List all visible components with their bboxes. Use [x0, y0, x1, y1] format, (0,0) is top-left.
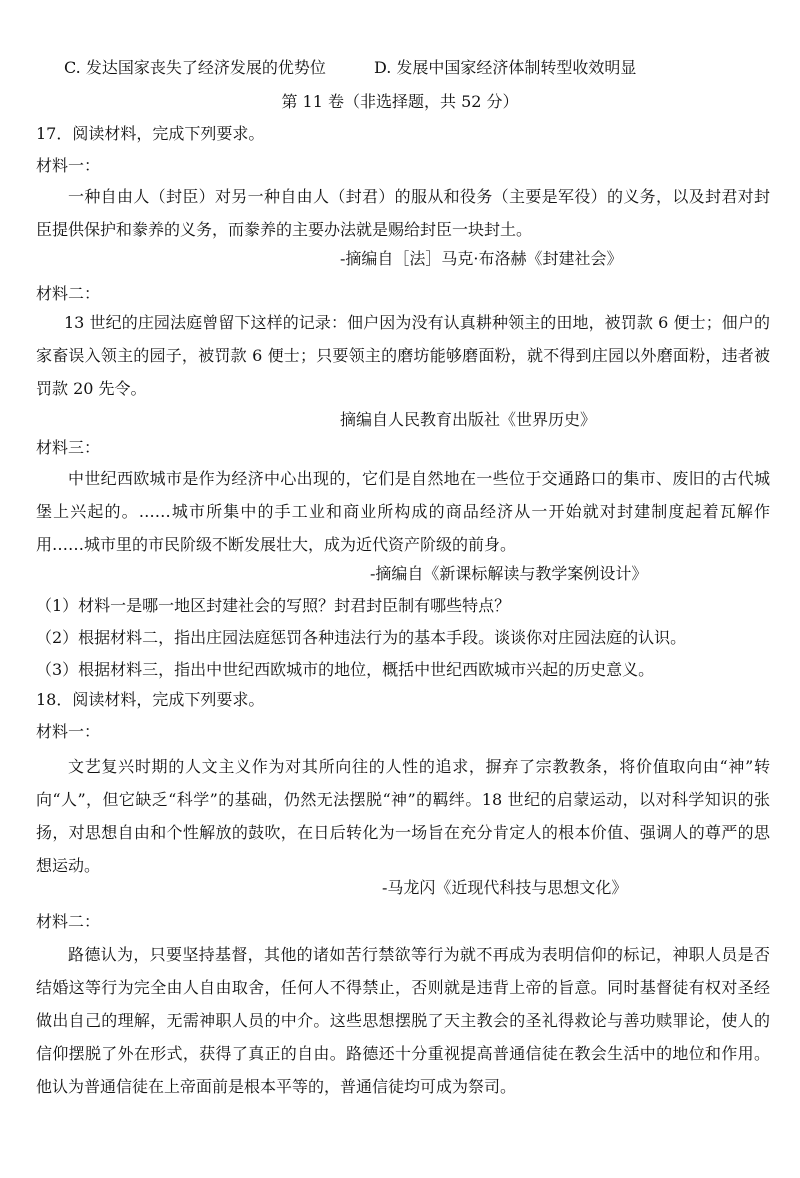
q17-material1-source: -摘编自［法］马克·布洛赫《封建社会》 [340, 249, 623, 268]
q17-material2-source: 摘编自人民教育出版社《世界历史》 [340, 410, 597, 429]
q17-material3-text: 中世纪西欧城市是作为经济中心出现的，它们是自然地在一些位于交通路口的集市、废旧的古代城堡上兴起的。……城市所集中的手工业和商业所构成的商品经济从一开始就对封建制度起着瓦解作用……城市里的市民阶级不断发展壮大，成为近代资产阶级的前身。 [36, 469, 770, 554]
q18-material1-source: -马龙闪《近现代科技与思想文化》 [382, 878, 628, 897]
option-d: D. 发展中国家经济体制转型收效明显 [374, 58, 637, 77]
q17-sub-question-1: （1）材料一是哪一地区封建社会的写照？封君封臣制有哪些特点？ [36, 596, 511, 615]
q18-heading: 18．阅读材料，完成下列要求。 [36, 690, 265, 709]
q18-material2-text: 路德认为，只要坚持基督，其他的诸如苦行禁欲等行为就不再成为表明信仰的标记，神职人员是否结婚这等行为完全由人自由取舍，任何人不得禁止，否则就是违背上帝的旨意。同时基督徒有权对圣经做出自己的理解，无需神职人员的中介。这些思想摆脱了天主教会的圣礼得救论与善功赎罪论，使人的信仰摆脱了外在形式，获得了真正的自由。路德还十分重视提高普通信徒在教会生活中的地位和作用。他认为普通信徒在上帝面前是根本平等的，普通信徒均可成为祭司。 [36, 945, 770, 1096]
q18-material2-label: 材料二： [36, 912, 101, 931]
q17-material2-label: 材料二： [36, 284, 101, 303]
q17-sub-question-2: （2）根据材料二，指出庄园法庭惩罚各种违法行为的基本手段。谈谈你对庄园法庭的认识。 [36, 628, 687, 647]
section-heading: 第 11 卷（非选择题，共 52 分） [281, 92, 519, 111]
q18-material1-label: 材料一： [36, 722, 101, 741]
q17-sub-question-3: （3）根据材料三，指出中世纪西欧城市的地位，概括中世纪西欧城市兴起的历史意义。 [36, 660, 655, 679]
q17-material1-text: 一种自由人（封臣）对另一种自由人（封君）的服从和役务（主要是军役）的义务，以及封君对封臣提供保护和豢养的义务，而豢养的主要办法就是赐给封臣一块封土。 [36, 187, 770, 239]
option-c: C. 发达国家丧失了经济发展的优势位 [64, 58, 326, 77]
q18-material1-text: 文艺复兴时期的人文主义作为对其所向往的人性的追求，摒弃了宗教教条，将价值取向由“神”转向“人”，但它缺乏“科学”的基础，仍然无法摆脱“神”的羁绊。18 世纪的启蒙运动，以对科学知识的张扬，对思想自由和个性解放的鼓吹，在日后转化为一场旨在充分肯定人的根本价值、强调人的尊严的思想运动。 [36, 757, 770, 875]
q17-material3-label: 材料三： [36, 438, 101, 457]
q17-material2-text: 13 世纪的庄园法庭曾留下这样的记录：佃户因为没有认真耕种领主的田地，被罚款 6 便士；佃户的家畜误入领主的园子，被罚款 6 便士；只要领主的磨坊能够磨面粉，就不得到庄园以外磨面粉，违者被罚款 20 先令。 [36, 313, 770, 398]
q17-material3-source: -摘编自《新课标解读与教学案例设计》 [370, 564, 648, 583]
q17-heading: 17．阅读材料，完成下列要求。 [36, 124, 265, 143]
q17-material1-label: 材料一： [36, 156, 101, 175]
